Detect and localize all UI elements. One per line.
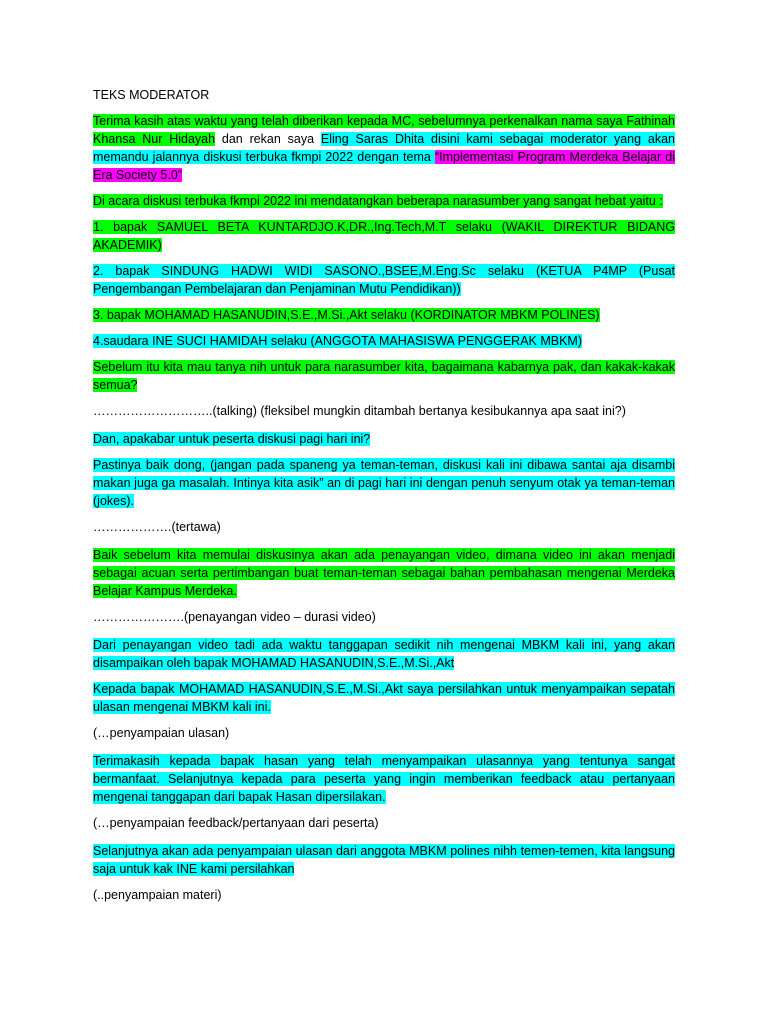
document-page — [93, 86, 675, 914]
speaker-3 — [93, 306, 675, 324]
intro-text-part1: Terima kasih atas waktu yang telah diberikan kepada MC, sebelumnya perkenalkan nama saya Fathinah Khansa Nur Hidayah — [93, 114, 675, 146]
speaker-4 — [93, 332, 675, 350]
invite-paragraph — [93, 680, 675, 716]
relax-text: Pastinya baik dong, (jangan pada spaneng ya teman-teman, diskusi kali ini dibawa santai aja disambi makan juga ga masalah. Intinya kita asik” an di pagi hari ini dengan penuh senyum otak ya teman-teman (jokes). — [93, 458, 675, 508]
speaker-3-text: 3. bapak MOHAMAD HASANUDIN,S.E.,M.Si.,Akt selaku (KORDINATOR MBKM POLINES) — [93, 308, 600, 322]
audience-paragraph — [93, 430, 675, 448]
speaker-1-text: 1. bapak SAMUEL BETA KUNTARDJO.K,DR.,Ing.Tech,M.T selaku (WAKIL DIREKTUR BIDANG AKADEMIK) — [93, 220, 675, 252]
greeting-paragraph — [93, 358, 675, 394]
relax-paragraph — [93, 456, 675, 510]
invite-text: Kepada bapak MOHAMAD HASANUDIN,S.E.,M.Si.,Akt saya persilahkan untuk menyampaikan sepatah ulasan mengenai MBKM kali ini. — [93, 682, 675, 714]
thanks-paragraph — [93, 752, 675, 806]
document-title: TEKS MODERATOR — [93, 88, 210, 102]
material-note: (..penyampaian materi) — [93, 888, 222, 902]
laugh-note: ……………….(tertawa) — [93, 520, 221, 534]
speaker-1 — [93, 218, 675, 254]
theme-text: “Implementasi Program Merdeka Belajar di Era Society 5.0” — [93, 150, 675, 182]
video-text: Baik sebelum kita memulai diskusinya akan ada penayangan video, dimana video ini akan menjadi sebagai acuan serta pertimbangan buat teman-teman sebagai bahan pembahasan mengenai Merdeka Belajar Kampus Merdeka. — [93, 548, 675, 598]
thanks-text: Terimakasih kepada bapak hasan yang telah menyampaikan ulasannya yang tentunya sangat bermanfaat. Selanjutnya kepada para peserta yang ingin memberikan feedback atau pertanyaan mengenai tanggapan dari bapak Hasan dipersilakan. — [93, 754, 675, 804]
video-paragraph — [93, 546, 675, 600]
feedback-note: (…penyampaian feedback/pertanyaan dari peserta) — [93, 816, 379, 830]
speakers-intro-paragraph — [93, 192, 675, 210]
next-paragraph — [93, 842, 675, 878]
response-paragraph — [93, 636, 675, 672]
intro-text-part2: dan rekan saya — [215, 132, 321, 146]
greeting-text: Sebelum itu kita mau tanya nih untuk para narasumber kita, bagaimana kabarnya pak, dan kakak-kakak semua? — [93, 360, 675, 392]
speaker-2 — [93, 262, 675, 298]
intro-paragraph — [93, 112, 675, 184]
intro-text-part3: Eling Saras Dhita disini kami sebagai moderator yang akan memandu jalannya diskusi terbuka fkmpi 2022 dengan tema — [93, 132, 675, 164]
review-note: (…penyampaian ulasan) — [93, 726, 230, 740]
audience-text: Dan, apakabar untuk peserta diskusi pagi hari ini? — [93, 432, 371, 446]
speaker-4-text: 4.saudara INE SUCI HAMIDAH selaku (ANGGOTA MAHASISWA PENGGERAK MBKM) — [93, 334, 583, 348]
speaker-2-text: 2. bapak SINDUNG HADWI WIDI SASONO.,BSEE,M.Eng.Sc selaku (KETUA P4MP (Pusat Pengembangan Pembelajaran dan Penjaminan Mutu Pendidikan)) — [93, 264, 675, 296]
response-text: Dari penayangan video tadi ada waktu tanggapan sedikit nih mengenai MBKM kali ini, yang akan disampaikan oleh bapak MOHAMAD HASANUDIN,S.E.,M.Si.,Akt — [93, 638, 675, 670]
speakers-intro-text: Di acara diskusi terbuka fkmpi 2022 ini mendatangkan beberapa narasumber yang sangat hebat yaitu : — [93, 194, 663, 208]
video-note: ………………….(penayangan video – durasi video) — [93, 610, 376, 624]
talking-note: ………………………..(talking) (fleksibel mungkin ditambah bertanya kesibukannya apa saat ini?) — [93, 404, 626, 418]
next-text: Selanjutnya akan ada penyampaian ulasan dari anggota MBKM polines nihh temen-temen, kita langsung saja untuk kak INE kami persilahkan — [93, 844, 675, 876]
